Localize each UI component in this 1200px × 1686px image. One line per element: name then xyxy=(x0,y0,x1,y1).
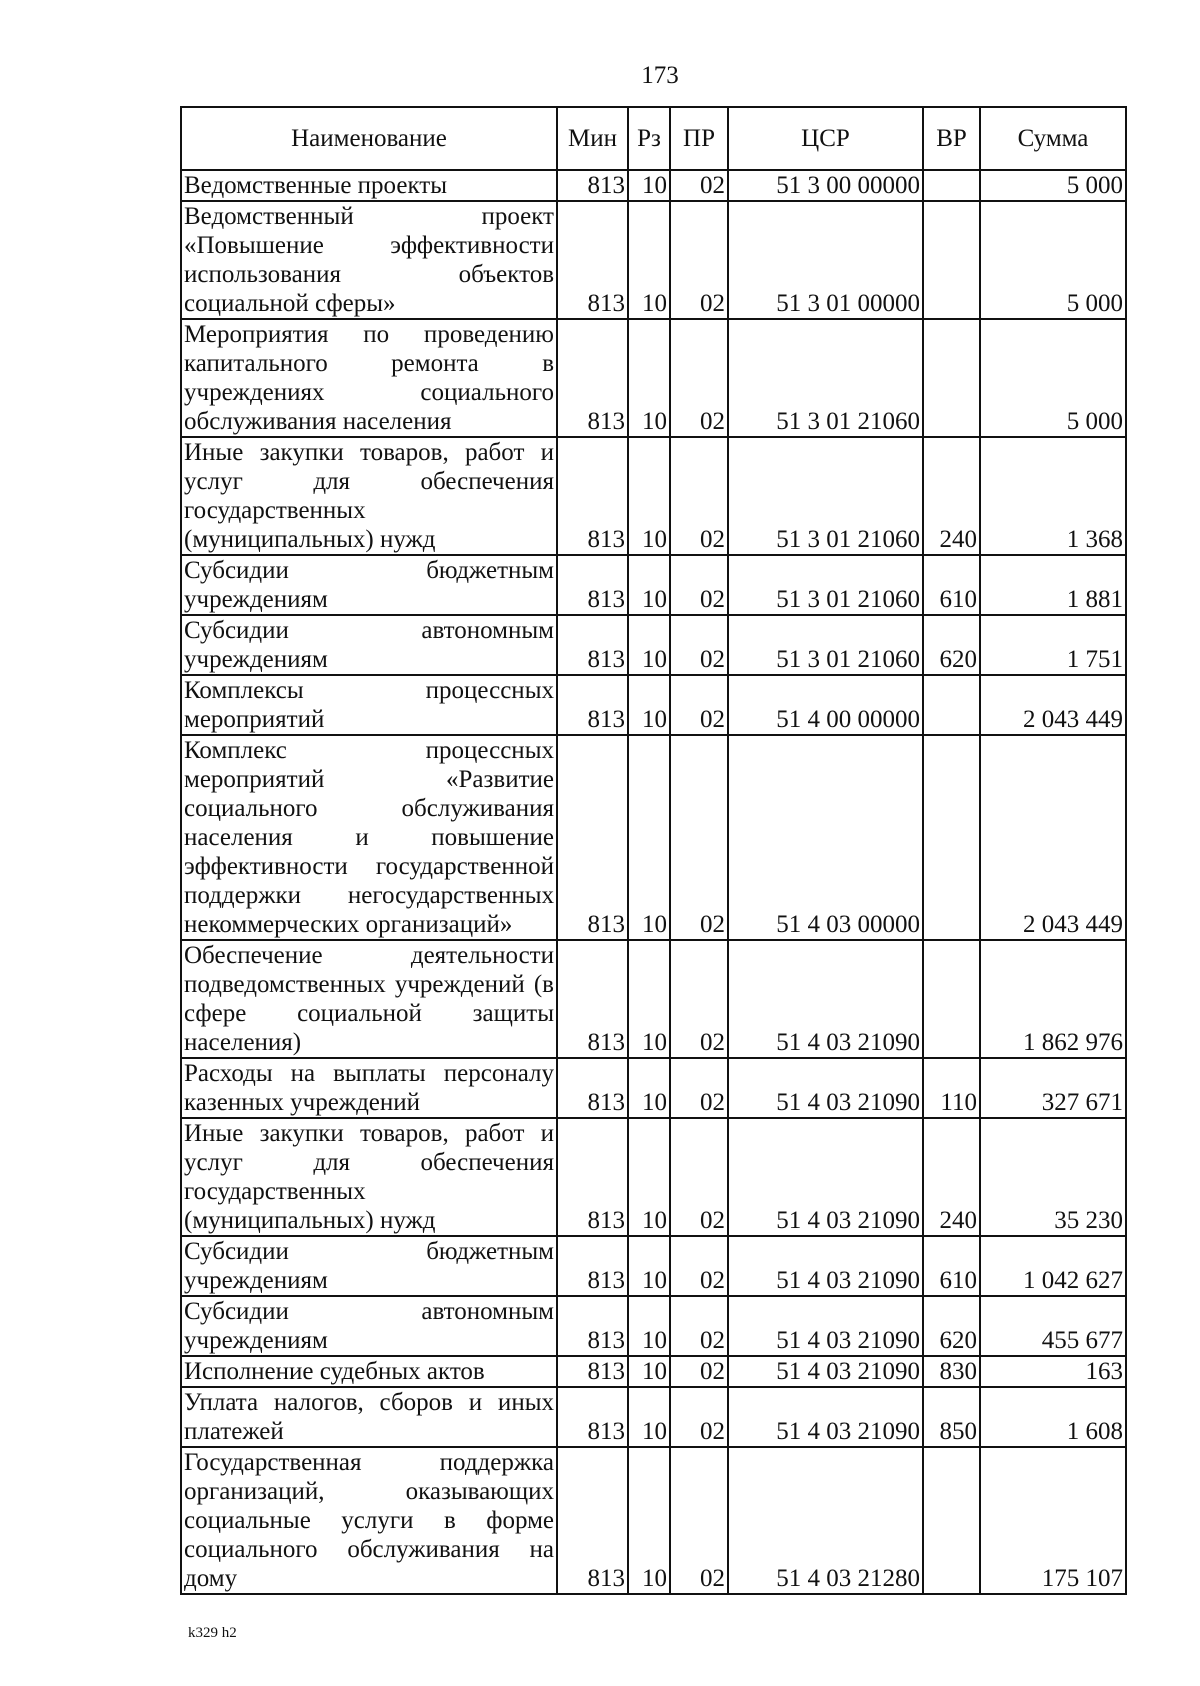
cell-name: Мероприятия по проведению капитального ремонта в учреждениях социального обслуживания населения xyxy=(181,319,557,437)
cell-vr: 830 xyxy=(923,1356,980,1387)
cell-rz: 10 xyxy=(628,1118,670,1236)
cell-name: Комплекс процессных мероприятий «Развитие социального обслуживания населения и повышение эффективности государственной поддержки негосударственных некоммерческих организаций» xyxy=(181,735,557,940)
cell-csr: 51 4 03 21090 xyxy=(728,1058,923,1118)
cell-csr: 51 4 03 21090 xyxy=(728,1356,923,1387)
cell-vr xyxy=(923,170,980,201)
cell-name: Субсидии бюджетным учреждениям xyxy=(181,1236,557,1296)
cell-rz: 10 xyxy=(628,675,670,735)
cell-csr: 51 4 03 00000 xyxy=(728,735,923,940)
cell-pr: 02 xyxy=(670,201,728,319)
cell-rz: 10 xyxy=(628,735,670,940)
cell-sum: 327 671 xyxy=(980,1058,1126,1118)
cell-csr: 51 3 01 21060 xyxy=(728,319,923,437)
cell-pr: 02 xyxy=(670,1356,728,1387)
cell-name: Ведомственный проект «Повышение эффективности использования объектов социальной сферы» xyxy=(181,201,557,319)
cell-name: Государственная поддержка организаций, оказывающих социальные услуги в форме социального обслуживания на дому xyxy=(181,1447,557,1594)
cell-pr: 02 xyxy=(670,1296,728,1356)
cell-csr: 51 3 01 21060 xyxy=(728,437,923,555)
cell-sum: 1 608 xyxy=(980,1387,1126,1447)
cell-min: 813 xyxy=(557,437,628,555)
table-row xyxy=(181,675,1126,735)
cell-csr: 51 3 00 00000 xyxy=(728,170,923,201)
table-row xyxy=(181,319,1126,437)
table-row xyxy=(181,1118,1126,1236)
cell-sum: 5 000 xyxy=(980,201,1126,319)
cell-vr: 240 xyxy=(923,437,980,555)
cell-min: 813 xyxy=(557,1296,628,1356)
cell-min: 813 xyxy=(557,201,628,319)
cell-rz: 10 xyxy=(628,940,670,1058)
cell-sum: 2 043 449 xyxy=(980,735,1126,940)
cell-csr: 51 4 00 00000 xyxy=(728,675,923,735)
table-row xyxy=(181,201,1126,319)
cell-sum: 1 881 xyxy=(980,555,1126,615)
table-row xyxy=(181,615,1126,675)
cell-vr xyxy=(923,675,980,735)
cell-sum: 5 000 xyxy=(980,170,1126,201)
cell-csr: 51 4 03 21090 xyxy=(728,1236,923,1296)
cell-pr: 02 xyxy=(670,1058,728,1118)
cell-csr: 51 3 01 21060 xyxy=(728,555,923,615)
cell-pr: 02 xyxy=(670,1118,728,1236)
cell-min: 813 xyxy=(557,940,628,1058)
table-row xyxy=(181,1296,1126,1356)
cell-sum: 175 107 xyxy=(980,1447,1126,1594)
table-row xyxy=(181,940,1126,1058)
cell-csr: 51 4 03 21090 xyxy=(728,1387,923,1447)
table-row xyxy=(181,1387,1126,1447)
cell-vr: 240 xyxy=(923,1118,980,1236)
cell-csr: 51 3 01 21060 xyxy=(728,615,923,675)
cell-min: 813 xyxy=(557,319,628,437)
cell-min: 813 xyxy=(557,1447,628,1594)
cell-name: Иные закупки товаров, работ и услуг для обеспечения государственных (муниципальных) нужд xyxy=(181,437,557,555)
cell-min: 813 xyxy=(557,1356,628,1387)
cell-min: 813 xyxy=(557,1058,628,1118)
cell-vr xyxy=(923,1447,980,1594)
cell-rz: 10 xyxy=(628,319,670,437)
cell-pr: 02 xyxy=(670,319,728,437)
cell-csr: 51 3 01 00000 xyxy=(728,201,923,319)
header-rz: Рз xyxy=(628,107,670,170)
table-row xyxy=(181,555,1126,615)
cell-pr: 02 xyxy=(670,1387,728,1447)
cell-rz: 10 xyxy=(628,170,670,201)
header-csr: ЦСР xyxy=(728,107,923,170)
table-row xyxy=(181,437,1126,555)
cell-vr: 110 xyxy=(923,1058,980,1118)
cell-min: 813 xyxy=(557,1387,628,1447)
page-number: 173 xyxy=(641,62,679,89)
cell-min: 813 xyxy=(557,1118,628,1236)
table-header xyxy=(181,107,1126,170)
cell-csr: 51 4 03 21090 xyxy=(728,1296,923,1356)
table-row xyxy=(181,1058,1126,1118)
cell-rz: 10 xyxy=(628,615,670,675)
cell-name: Исполнение судебных актов xyxy=(181,1356,557,1387)
table-row xyxy=(181,1447,1126,1594)
cell-sum: 1 862 976 xyxy=(980,940,1126,1058)
cell-sum: 163 xyxy=(980,1356,1126,1387)
cell-pr: 02 xyxy=(670,1447,728,1594)
cell-sum: 5 000 xyxy=(980,319,1126,437)
cell-sum: 1 042 627 xyxy=(980,1236,1126,1296)
cell-pr: 02 xyxy=(670,675,728,735)
footer-code: k329 h2 xyxy=(188,1625,237,1641)
cell-rz: 10 xyxy=(628,201,670,319)
cell-rz: 10 xyxy=(628,1058,670,1118)
cell-rz: 10 xyxy=(628,1387,670,1447)
cell-vr xyxy=(923,940,980,1058)
cell-vr xyxy=(923,201,980,319)
cell-csr: 51 4 03 21280 xyxy=(728,1447,923,1594)
table-row xyxy=(181,735,1126,940)
cell-min: 813 xyxy=(557,675,628,735)
cell-min: 813 xyxy=(557,1236,628,1296)
cell-pr: 02 xyxy=(670,735,728,940)
cell-rz: 10 xyxy=(628,437,670,555)
cell-vr: 610 xyxy=(923,1236,980,1296)
cell-sum: 1 751 xyxy=(980,615,1126,675)
cell-pr: 02 xyxy=(670,940,728,1058)
cell-vr: 850 xyxy=(923,1387,980,1447)
header-sum: Сумма xyxy=(980,107,1126,170)
cell-sum: 455 677 xyxy=(980,1296,1126,1356)
cell-pr: 02 xyxy=(670,555,728,615)
cell-pr: 02 xyxy=(670,615,728,675)
cell-name: Субсидии автономным учреждениям xyxy=(181,1296,557,1356)
cell-name: Расходы на выплаты персоналу казенных учреждений xyxy=(181,1058,557,1118)
cell-csr: 51 4 03 21090 xyxy=(728,940,923,1058)
cell-sum: 1 368 xyxy=(980,437,1126,555)
header-vr: ВР xyxy=(923,107,980,170)
table-row xyxy=(181,170,1126,201)
budget-table xyxy=(180,106,1127,1595)
cell-vr: 620 xyxy=(923,615,980,675)
cell-name: Иные закупки товаров, работ и услуг для обеспечения государственных (муниципальных) нужд xyxy=(181,1118,557,1236)
header-pr: ПР xyxy=(670,107,728,170)
cell-name: Обеспечение деятельности подведомственных учреждений (в сфере социальной защиты населения) xyxy=(181,940,557,1058)
cell-name: Ведомственные проекты xyxy=(181,170,557,201)
cell-name: Комплексы процессных мероприятий xyxy=(181,675,557,735)
cell-min: 813 xyxy=(557,555,628,615)
cell-min: 813 xyxy=(557,735,628,940)
cell-csr: 51 4 03 21090 xyxy=(728,1118,923,1236)
cell-pr: 02 xyxy=(670,1236,728,1296)
cell-rz: 10 xyxy=(628,555,670,615)
cell-rz: 10 xyxy=(628,1447,670,1594)
cell-name: Субсидии бюджетным учреждениям xyxy=(181,555,557,615)
cell-rz: 10 xyxy=(628,1236,670,1296)
table-row xyxy=(181,1236,1126,1296)
header-min: Мин xyxy=(557,107,628,170)
cell-vr xyxy=(923,319,980,437)
table-body xyxy=(181,170,1126,1594)
cell-sum: 35 230 xyxy=(980,1118,1126,1236)
cell-vr: 620 xyxy=(923,1296,980,1356)
cell-name: Субсидии автономным учреждениям xyxy=(181,615,557,675)
cell-rz: 10 xyxy=(628,1296,670,1356)
cell-min: 813 xyxy=(557,615,628,675)
cell-name: Уплата налогов, сборов и иных платежей xyxy=(181,1387,557,1447)
cell-vr xyxy=(923,735,980,940)
cell-sum: 2 043 449 xyxy=(980,675,1126,735)
cell-pr: 02 xyxy=(670,437,728,555)
cell-pr: 02 xyxy=(670,170,728,201)
header-name: Наименование xyxy=(181,107,557,170)
cell-rz: 10 xyxy=(628,1356,670,1387)
cell-min: 813 xyxy=(557,170,628,201)
table-row xyxy=(181,1356,1126,1387)
cell-vr: 610 xyxy=(923,555,980,615)
